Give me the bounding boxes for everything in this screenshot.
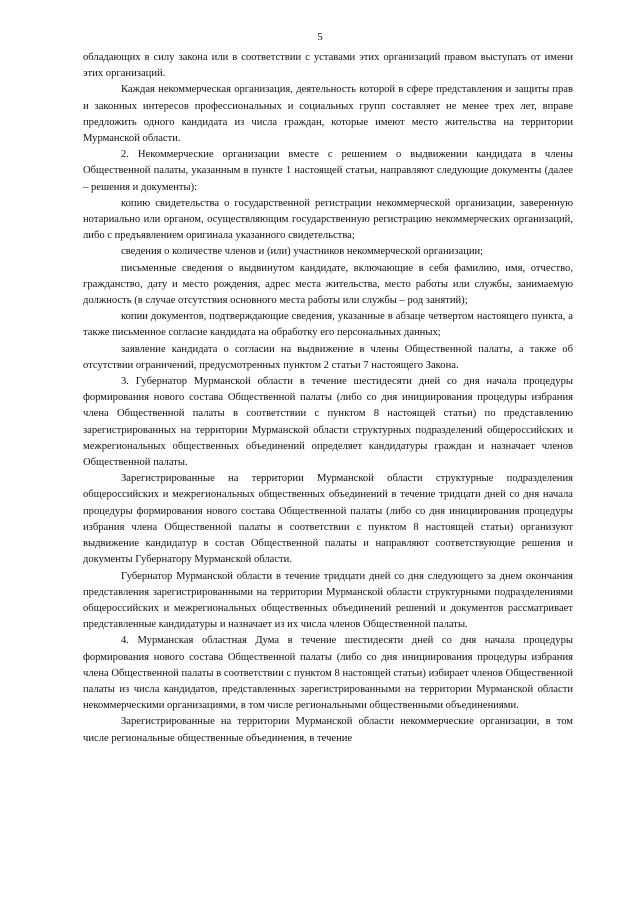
paragraph: сведения о количестве членов и (или) участников некоммерческой организации;	[121, 246, 484, 258]
paragraph: Каждая некоммерческая организация, деятельность которой в сфере представления и защиты прав и законных интересов профессиональных и социальных групп составляет не менее трех лет, вправе предложить одного кандидата из числа граждан, которые имеют место жительства на территории Мурманской области.	[83, 84, 573, 145]
paragraph: 3. Губернатор Мурманской области в течение шестидесяти дней со дня начала процедуры формирования нового состава Общественной палаты (либо со дня инициирования процедуры избрания члена Общественной палаты в соответствии с пунктом 8 настоящей статьи) по представлению зарегистрированных на территории Мурманской области структурных подразделений общероссийских и межрегиональных общественных объединений определяет кандидатуры граждан и назначает членов Общественной палаты.	[83, 376, 573, 469]
paragraph: Зарегистрированные на территории Мурманской области структурные подразделения общероссийских и межрегиональных общественных объединений в течение тридцати дней со дня начала процедуры формирования нового состава Общественной палаты (либо со дня инициирования процедуры избрания члена Общественной палаты в соответствии с пунктом 8 настоящей статьи) организуют выдвижение кандидатур в состав Общественной палаты и направляют соответствующие решения и документы Губернатору Мурманской области.	[83, 473, 573, 566]
paragraph: 2. Некоммерческие организации вместе с решением о выдвижении кандидата в члены Общественной палаты, указанным в пункте 1 настоящей статьи, направляют следующие документы (далее – решения и документы):	[83, 149, 573, 193]
page-number: 5	[317, 31, 323, 43]
paragraph: 4. Мурманская областная Дума в течение шестидесяти дней со дня начала процедуры формирования нового состава Общественной палаты (либо со дня инициирования процедуры избрания члена Общественной палаты в соответствии с пунктом 8 настоящей статьи) избирает членов Общественной палаты из числа кандидатов, представленных зарегистрированными на территории Мурманской области некоммерческими организациями, в том числе региональными общественными объединениями.	[83, 635, 573, 712]
paragraph: Зарегистрированные на территории Мурманской области некоммерческие организации, в том числе региональные общественные объединения, в течение	[83, 716, 573, 744]
paragraph: копию свидетельства о государственной регистрации некоммерческой организации, заверенную нотариально или органом, осуществляющим государственную регистрацию некоммерческих организаций, либо с предъявлением оригинала указанного свидетельства;	[83, 197, 573, 242]
paragraph: Губернатор Мурманской области в течение тридцати дней со дня следующего за днем окончания представления зарегистрированными на территории Мурманской области структурными подразделениями общероссийских и межрегиональных общественных объединений решений и документов рассматривает представленные кандидатуры и назначает из их числа членов Общественной палаты.	[83, 570, 573, 631]
paragraph: копии документов, подтверждающие сведения, указанные в абзаце четвертом настоящего пункта, а также письменное согласие кандидата на обработку его персональных данных;	[83, 311, 573, 339]
document-body	[83, 50, 573, 747]
paragraph: письменные сведения о выдвинутом кандидате, включающие в себя фамилию, имя, отчество, гражданство, дату и место рождения, адрес места жительства, место работы или службы, занимаемую должность (в случае отсутствия основного места работы или службы – род занятий);	[83, 262, 573, 307]
paragraph: обладающих в силу закона или в соответствии с уставами этих организаций правом выступать от имени этих организаций.	[83, 52, 573, 80]
paragraph: заявление кандидата о согласии на выдвижение в члены Общественной палаты, а также об отсутствии ограничений, предусмотренных пунктом 2 статьи 7 настоящего Закона.	[83, 343, 573, 371]
